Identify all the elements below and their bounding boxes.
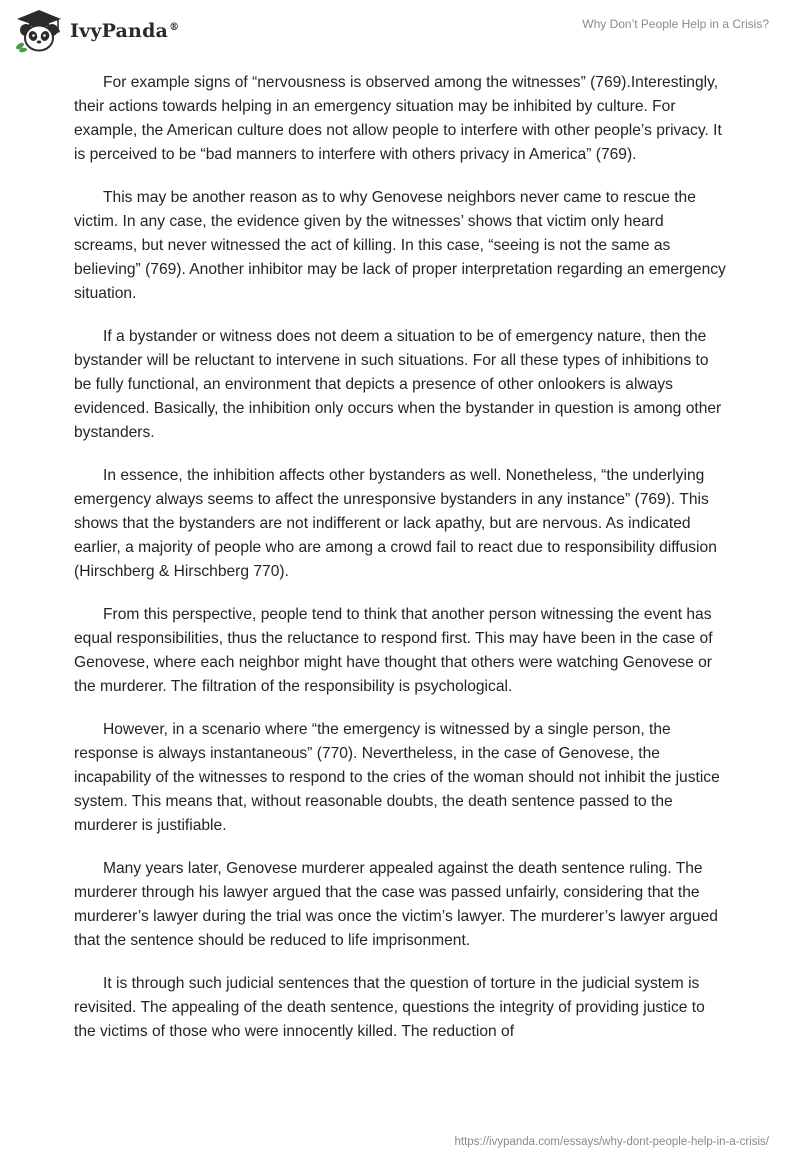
paragraph: In essence, the inhibition affects other bystanders as well. Nonetheless, “the underlying emergency always seems to affect the unresponsive bystanders in any instance” (769). This shows that the bystanders are not indifferent or lack apathy, but are nervous. As indicated earlier, a majority of people who are among a crowd fail to react due to responsibility diffusion (Hirschberg & Hirschberg 770). bbox=[74, 467, 717, 580]
paragraph: From this perspective, people tend to think that another person witnessing the event has equal responsibilities, thus the reluctance to respond first. This may have been in the case of Genovese, where each neighbor might have thought that others were watching Genovese or the murderer. The filtration of the responsibility is psychological. bbox=[74, 606, 713, 695]
document-title: Why Don’t People Help in a Crisis? bbox=[582, 17, 769, 31]
source-url[interactable]: https://ivypanda.com/essays/why-dont-people-help-in-a-crisis/ bbox=[454, 1136, 769, 1148]
paragraph: Many years later, Genovese murderer appealed against the death sentence ruling. The murderer through his lawyer argued that the case was passed unfairly, considering that the murderer’s lawyer during the trial was once the victim’s lawyer. The murderer’s lawyer argued that the sentence should be reduced to life imprisonment. bbox=[74, 860, 718, 949]
paragraph: However, in a scenario where “the emergency is witnessed by a single person, the response is always instantaneous” (770). Nevertheless, in the case of Genovese, the incapability of the witnesses to respond to the cries of the woman should not inhibit the justice system. This means that, without reasonable doubts, the death sentence passed to the murderer is justifiable. bbox=[74, 721, 720, 834]
brand-logo[interactable] bbox=[14, 8, 179, 54]
paragraph: If a bystander or witness does not deem a situation to be of emergency nature, then the bystander will be reluctant to intervene in such situations. For all these types of inhibitions to be fully functional, an environment that depicts a presence of other onlookers is always evidenced. Basically, the inhibition only occurs when the bystander in question is among other bystanders. bbox=[74, 328, 722, 441]
paragraph: For example signs of “nervousness is observed among the witnesses” (769).Interestingly, their actions towards helping in an emergency situation may be inhibited by culture. For example, the American culture does not allow people to interfere with other people’s privacy. It is perceived to be “bad manners to interfere with others privacy in America” (769). bbox=[74, 74, 722, 163]
essay-body bbox=[74, 71, 728, 1063]
brand-name: IvyPanda® bbox=[70, 20, 180, 42]
page-header bbox=[0, 0, 800, 64]
paragraph: This may be another reason as to why Genovese neighbors never came to rescue the victim. In any case, the evidence given by the witnesses’ shows that victim only heard screams, but never witnessed the act of killing. In this case, “seeing is not the same as believing” (769). Another inhibitor may be lack of proper interpretation regarding an emergency situation. bbox=[74, 189, 726, 302]
panda-graduate-icon bbox=[14, 8, 64, 54]
paragraph: It is through such judicial sentences that the question of torture in the judicial system is revisited. The appealing of the death sentence, questions the integrity of providing justice to the victims of those who were innocently killed. The reduction of bbox=[74, 975, 705, 1040]
